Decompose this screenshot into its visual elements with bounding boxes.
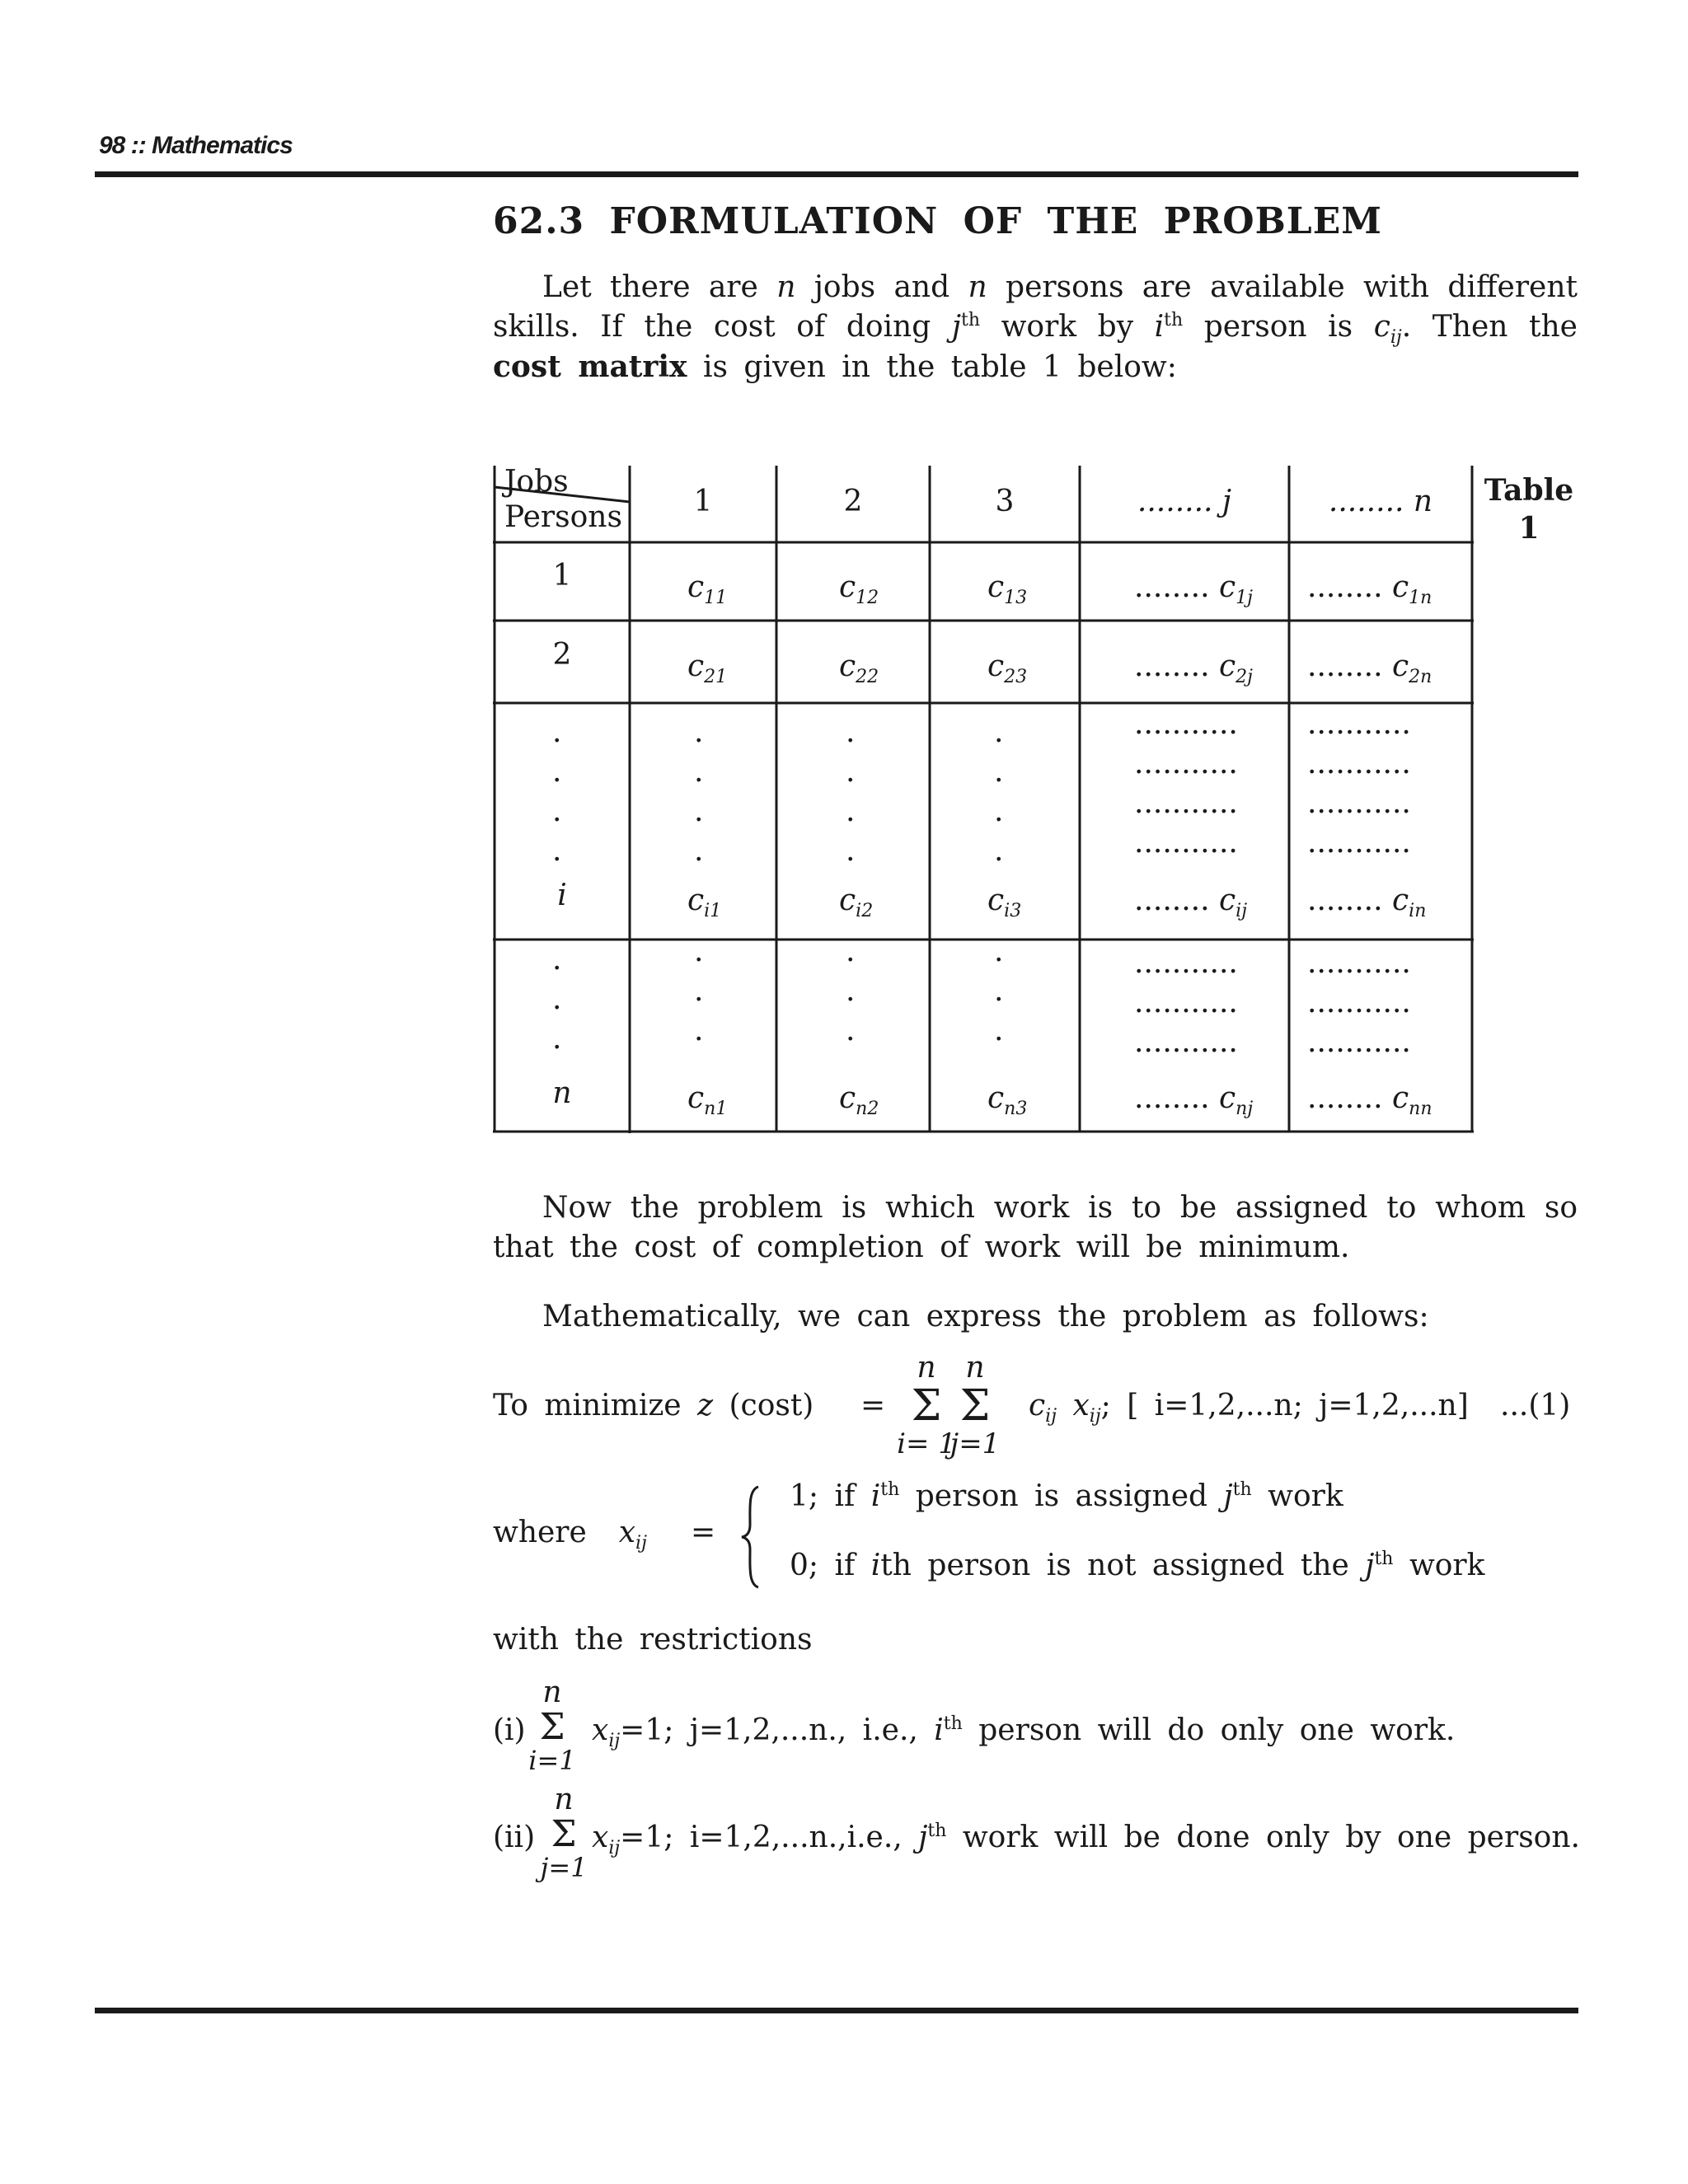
row-label-i: i (557, 879, 567, 912)
section-title: FORMULATION OF THE PROBLEM (609, 200, 1382, 242)
cell-ci1: $c_{i1}$ (687, 883, 722, 922)
col-header-j: ........ j (1137, 485, 1232, 518)
col1-dots-2: . . . (694, 935, 704, 1047)
col3-dots-1: . . . . (994, 715, 1004, 868)
sum-i: n Σ i= 1 (897, 1351, 956, 1460)
col3-dots-2: . . . (994, 935, 1004, 1047)
cell-cij: ........ $c_{ij}$ (1134, 883, 1248, 922)
intro-line-1: Let there are n jobs and n persons are available with different (542, 270, 1578, 304)
col-header-3: 3 (995, 485, 1015, 518)
cell-c23: $c_{23}$ (987, 649, 1028, 688)
row-label-n: n (552, 1076, 572, 1110)
bottom-rule (95, 2008, 1578, 2013)
restriction-2-num: (ii) (493, 1821, 536, 1854)
col-header-2: 2 (843, 485, 863, 518)
cell-c11: $c_{11}$ (687, 570, 728, 609)
objective-equals: = (860, 1389, 886, 1422)
coln-dots-2: ........... ........... ........... (1307, 946, 1411, 1059)
cell-c13: $c_{13}$ (987, 570, 1028, 609)
cell-c12: $c_{12}$ (839, 570, 879, 609)
cell-c1j: ........ $c_{1j}$ (1134, 570, 1253, 609)
restriction-2-body: $x_{ij}=1$; i=1,2,...n.,i.e., $j^{th}$ work will be done only by one person. (592, 1821, 1580, 1859)
running-head: 98 :: Mathematics (99, 132, 293, 159)
cell-c2j: ........ $c_{2j}$ (1134, 649, 1253, 688)
coln-dots-1: ........... ........... ........... ........... (1307, 707, 1411, 860)
restriction-1-sum: n Σ i=1 (528, 1675, 576, 1776)
intro-line-2: skills. If the cost of doing $j^{th}$ work by $i^{th}$ person is $c_{ij}$. Then the (493, 310, 1578, 349)
cell-cin: ........ $c_{in}$ (1307, 883, 1427, 922)
restrictions-lead: with the restrictions (493, 1623, 813, 1657)
left-brace (738, 1483, 763, 1591)
cell-cnn: ........ $c_{nn}$ (1307, 1081, 1432, 1120)
cost-matrix-term: cost matrix (493, 349, 687, 384)
colj-dots-1: ........... ........... ........... ........... (1134, 707, 1238, 860)
cell-cn1: $c_{n1}$ (687, 1081, 728, 1120)
case-not-assigned: 0; if ith person is not assigned the $j^{th}$ work (790, 1549, 1485, 1582)
cell-c2n: ........ $c_{2n}$ (1307, 649, 1432, 688)
intro-line-3: cost matrix is given in the table 1 below: (493, 349, 1177, 384)
equation-label: ...(1) (1500, 1389, 1571, 1422)
where-lead: where $x_{ij}$ (493, 1516, 647, 1554)
row-label-dots-1: . . . . (552, 715, 562, 868)
section-heading (493, 200, 1382, 242)
colj-dots-2: ........... ........... ........... (1134, 946, 1238, 1059)
restriction-2-sum: n Σ j=1 (540, 1783, 588, 1883)
cell-c21: $c_{21}$ (687, 649, 728, 688)
col1-dots-1: . . . . (694, 715, 704, 868)
cell-cn2: $c_{n2}$ (839, 1081, 879, 1120)
objective-lead: To minimize z (cost) (493, 1389, 814, 1422)
col2-dots-1: . . . . (846, 715, 856, 868)
cell-c22: $c_{22}$ (839, 649, 879, 688)
col-header-n: ........ n (1328, 485, 1433, 518)
row-label-dots-2: . . . (552, 943, 562, 1056)
section-number: 62.3 (493, 200, 585, 242)
cell-cnj: ........ $c_{nj}$ (1134, 1081, 1254, 1120)
corner-jobs: Jobs (504, 465, 569, 499)
cell-ci3: $c_{i3}$ (987, 883, 1022, 922)
corner-persons: Persons (504, 500, 622, 534)
col2-dots-2: . . . (846, 935, 856, 1047)
objective-term: $c_{ij}$ $x_{ij}$; [ i=1,2,...n; j=1,2,...n] (1029, 1389, 1469, 1427)
cost-matrix-table (493, 466, 1474, 1133)
intro-paragraph (493, 268, 1578, 387)
paragraph-2: Now the problem is which work is to be assigned to whom so that the cost of completion of work will be minimum. (493, 1191, 1578, 1264)
restriction-1-num: (i) (493, 1713, 526, 1747)
where-equals: = (691, 1516, 716, 1549)
col-header-1: 1 (693, 485, 713, 518)
table-caption: Table 1 (1484, 473, 1574, 546)
row-label-2: 2 (552, 638, 572, 672)
cell-cn3: $c_{n3}$ (987, 1081, 1028, 1120)
cell-ci2: $c_{i2}$ (839, 883, 874, 922)
top-rule (95, 171, 1578, 177)
case-assigned: 1; if $i^{th}$ person is assigned $j^{th}$ work (790, 1479, 1343, 1513)
paragraph-3: Mathematically, we can express the problem as follows: (542, 1300, 1429, 1333)
sum-j: n Σ j=1 (950, 1351, 1001, 1460)
cell-c1n: ........ $c_{1n}$ (1307, 570, 1432, 609)
row-label-1: 1 (552, 559, 572, 593)
restriction-1-body: $x_{ij}=1$; j=1,2,...n., i.e., $i^{th}$ person will do only one work. (592, 1713, 1456, 1752)
